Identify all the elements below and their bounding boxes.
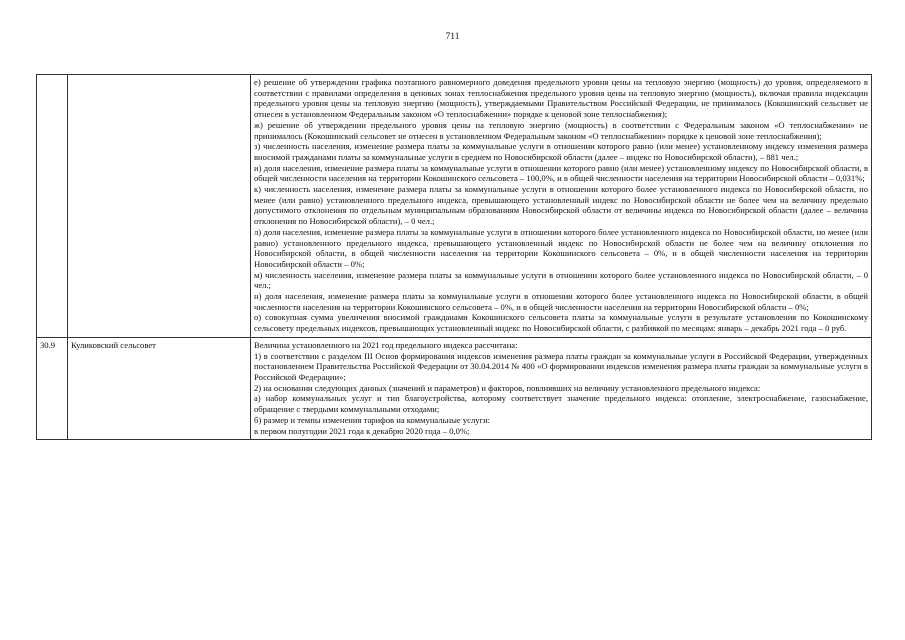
paragraph: в первом полугодии 2021 года к декабрю 2020 года – 0,0%;: [254, 425, 470, 436]
paragraph: л) доля населения, изменение размера платы за коммунальные услуги в отношении которого более установленного индекса по Новосибирской области, но менее (или равно) установленного предельного индекса, превышающего установленный индекс по Новосибирской области не более чем на величину отклонения по Новосибирской области, в общей численности населения на территории Кокошинского сельсовета – 0%, и в общей численности населения на территории Новосибирской области – 0%;: [254, 226, 868, 269]
table-row: [37, 337, 872, 439]
paragraph: и) доля населения, изменение размера платы за коммунальные услуги в отношении которого равно (или менее) установленному индексу по Новосибирской области, в общей численности населения на территории Кокошинского сельсовета – 100,0%, и в общей численности населения на территории Новосибирской области – 0,031%;: [254, 162, 868, 184]
description-cell: [251, 75, 872, 338]
table-row: [37, 75, 872, 338]
paragraph: о) совокупная сумма увеличения вносимой гражданами Кокошинского сельсовета платы за коммунальные услуги в результате установления по Кокошинскому сельсовету предельных индексов, превышающих установленный индекс по Новосибирской области, с разбивкой по месяцам: январь – декабрь 2021 года – 0 руб.: [254, 312, 868, 334]
paragraph: м) численность населения, изменение размера платы за коммунальные услуги в отношении которого более установленного индекса по Новосибирской области, – 0 чел.;: [254, 269, 868, 291]
paragraph: а) набор коммунальных услуг и тип благоустройства, которому соответствует значение предельного индекса: отопление, электроснабжение, газоснабжение, обращение с твердыми коммунальными отходами;: [254, 393, 868, 415]
paragraph: 2) на основании следующих данных (значений и параметров) и факторов, повлиявших на величину установленного предельного индекса:: [254, 382, 761, 393]
paragraph: н) доля населения, изменение размера платы за коммунальные услуги в отношении которого более установленного индекса по Новосибирской области, в общей численности населения на территории Кокошинского сельсовета – 0%, и в общей численности населения на территории Новосибирской области – 0%;: [254, 291, 868, 312]
paragraph: Величина установленного на 2021 год предельного индекса рассчитана:: [254, 339, 518, 350]
paragraph: к) численность населения, изменение размера платы за коммунальные услуги в отношении которого более установленного индекса по Новосибирской области, но менее (или равно) установленного предельного индекса, превышающего установленный индекс по Новосибирской области не более чем на величину предельно допустимого отклонения по отдельным муниципальным образованиям Новосибирской области от величины индекса по Новосибирской области (далее – величина отклонения по Новосибирской области), – 0 чел.;: [254, 184, 868, 227]
paragraph: ж) решение об утверждении предельного уровня цены на тепловую энергию (мощность) в соответствии с Федеральным законом «О теплоснабжении» не принималось (Кокошинский сельсовет не отнесен в установленном Федеральным законом «О теплоснабжении» порядке к ценовой зоне теплоснабжения);: [254, 119, 868, 141]
row-number-cell: [37, 75, 68, 338]
document-table: [36, 74, 872, 440]
municipality-name-cell: Куликовский сельсовет: [68, 337, 251, 439]
paragraph: б) размер и темпы изменения тарифов на коммунальные услуги:: [254, 414, 491, 425]
paragraph: е) решение об утверждении графика поэтапного равномерного доведения предельного уровня цены на тепловую энергию (мощность) до уровня, определяемого в соответствии с правилами определения в ценовых зонах теплоснабжения предельного уровня цены на тепловую энергию (мощность), включая правила индексации предельного уровня цены на тепловую энергию (мощность), утверждаемыми Правительством Российской Федерации, не принималось (Кокошинский сельсовет не отнесен в установленном Федеральным законом «О теплоснабжении» порядке к ценовой зоне теплоснабжения);: [254, 77, 868, 120]
paragraph: 1) в соответствии с разделом III Основ формирования индексов изменения размера платы граждан за коммунальные услуги в Российской Федерации, утвержденных постановлением Правительства Российской Федерации от 30.04.2014 № 400 «О формировании индексов изменения размера платы граждан за коммунальные услуги в Российской Федерации»;: [254, 350, 868, 382]
paragraph: з) численность населения, изменение размера платы за коммунальные услуги в отношении которого равно (или менее) установленному индексу изменения размера вносимой гражданами платы за коммунальные услуги в среднем по Новосибирской области (далее – индекс по Новосибирской области), – 881 чел.;: [254, 141, 868, 162]
description-cell: [251, 337, 872, 439]
row-number-cell: 30.9: [37, 337, 68, 439]
municipality-name-cell: [68, 75, 251, 338]
page-number: 711: [445, 32, 460, 42]
